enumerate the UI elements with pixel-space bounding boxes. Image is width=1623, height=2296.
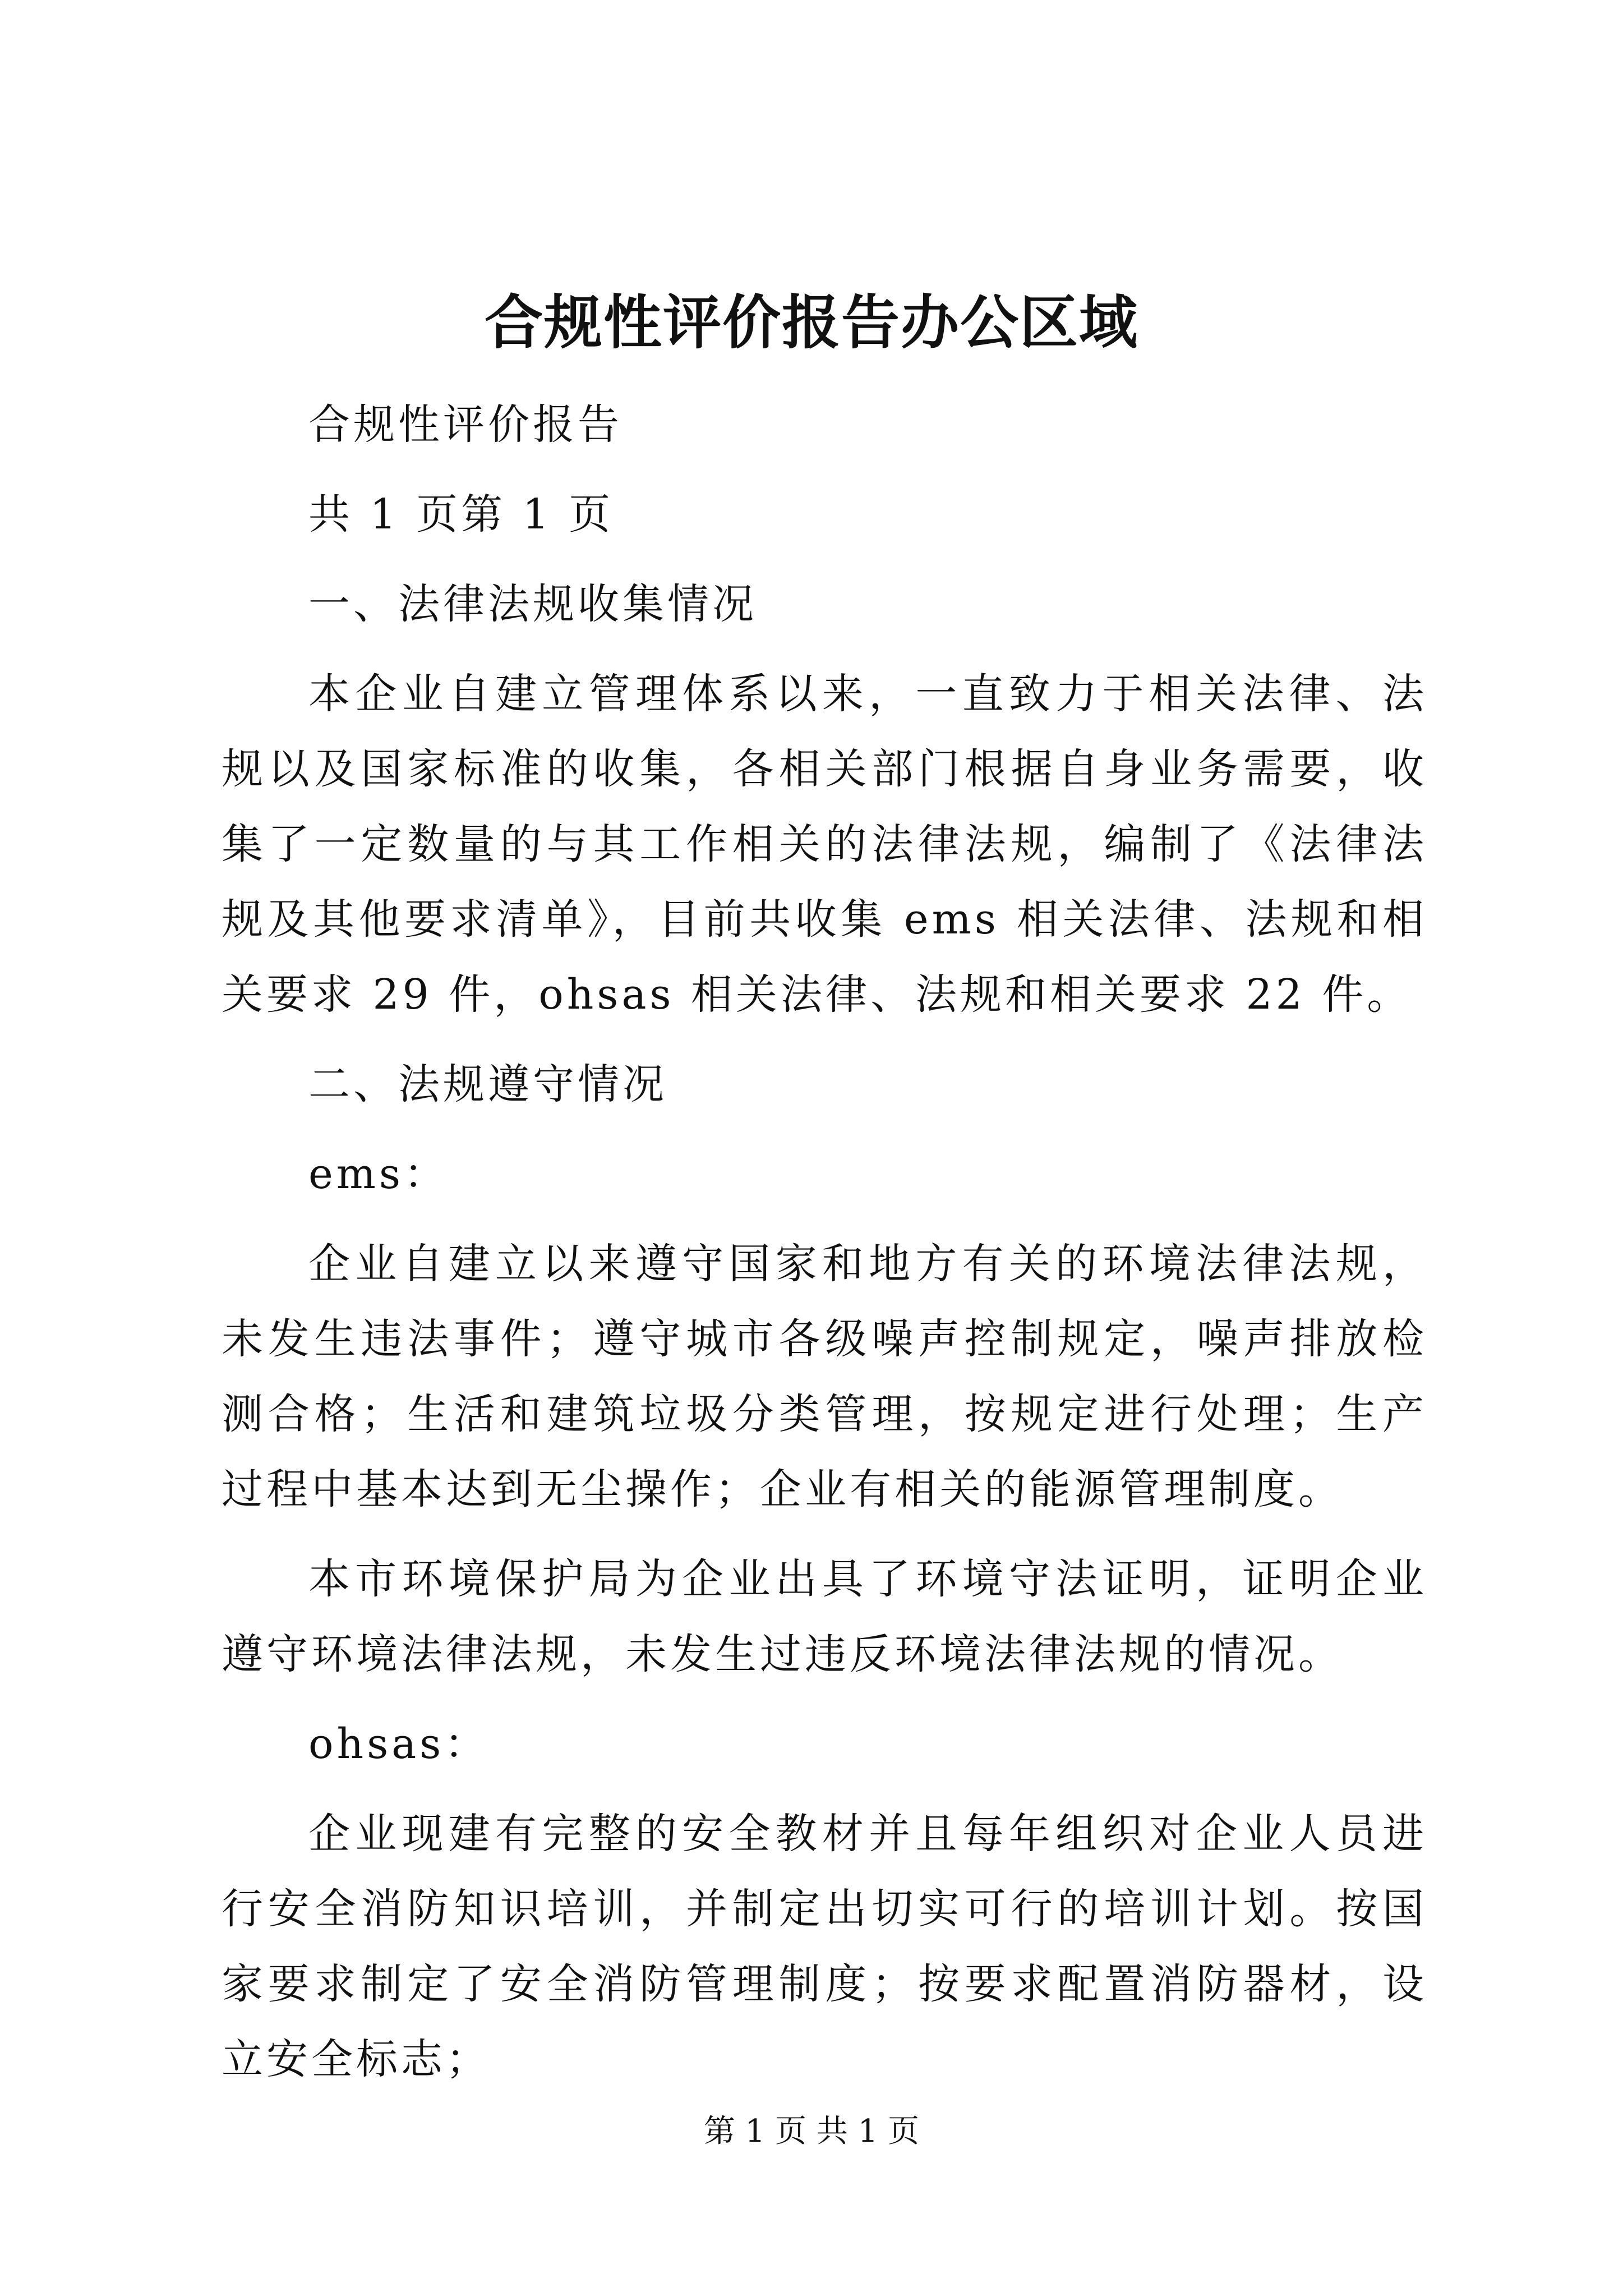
section-heading-2: 二、法规遵守情况 <box>308 1060 667 1108</box>
page-footer: 第 1 页 共 1 页 <box>703 2113 920 2150</box>
ems-label: ems： <box>308 1150 449 1198</box>
document-title: 合规性评价报告办公区域 <box>484 288 1138 357</box>
subtitle-paragraph: 合规性评价报告 <box>308 401 623 449</box>
body-paragraph: 企业现建有完整的安全教材并且每年组织对企业人员进行安全消防知识培训，并制定出切实可行的培训计划。按国家要求制定了安全消防管理制度；按要求配置消防器材，设立安全标志； <box>222 1810 1427 2083</box>
section-heading-1: 一、法律法规收集情况 <box>308 580 757 628</box>
body-paragraph: 企业自建立以来遵守国家和地方有关的环境法律法规，未发生违法事件；遵守城市各级噪声控制规定，噪声排放检测合格；生活和建筑垃圾分类管理，按规定进行处理；生产过程中基本达到无尘操作；企业有相关的能源管理制度。 <box>222 1240 1427 1513</box>
ohsas-label: ohsas： <box>308 1720 490 1768</box>
document-body <box>222 387 1427 2097</box>
page-count-paragraph: 共 1 页第 1 页 <box>308 490 614 539</box>
body-paragraph: 本企业自建立管理体系以来，一直致力于相关法律、法规以及国家标准的收集，各相关部门根据自身业务需要，收集了一定数量的与其工作相关的法律法规，编制了《法律法规及其他要求清单》，目前共收集 ems 相关法律、法规和相关要求 29 件，ohsas 相关法律、法规和相关要求 22 件。 <box>222 670 1427 1019</box>
body-paragraph: 本市环境保护局为企业出具了环境守法证明，证明企业遵守环境法律法规，未发生过违反环境法律法规的情况。 <box>222 1555 1427 1678</box>
